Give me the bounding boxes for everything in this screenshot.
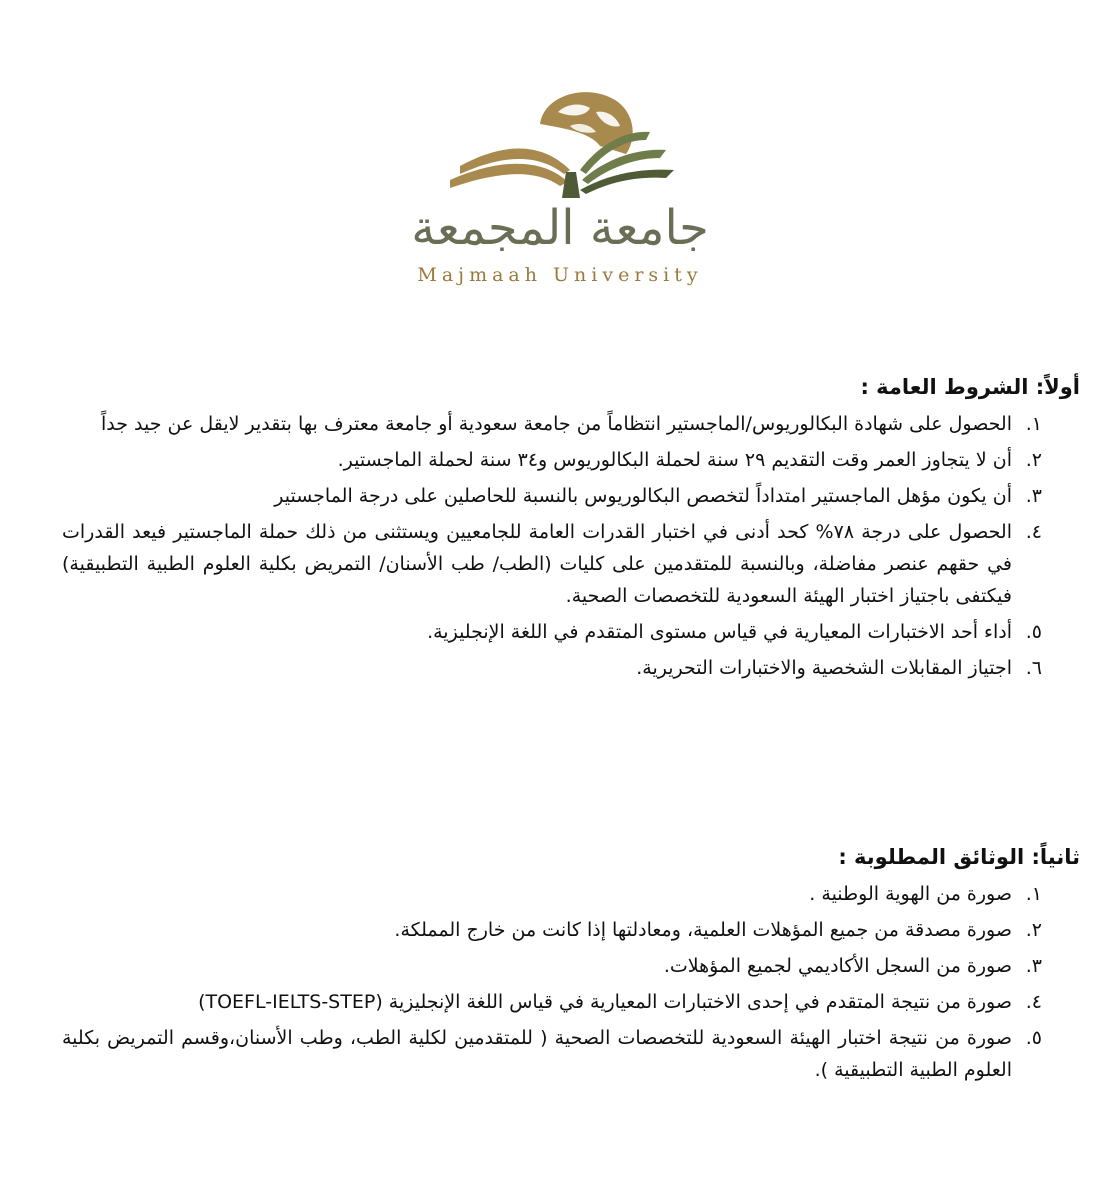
item-text: الحصول على شهادة البكالوريوس/الماجستير انتظاماً من جامعة سعودية أو جامعة معترف بها بتقدير لايقل عن جيد جداً	[101, 413, 1012, 435]
item-number: ١.	[1025, 413, 1042, 435]
item-text: الحصول على درجة ٧٨% كحد أدنى في اختبار القدرات العامة للجامعيين ويستثنى من ذلك حملة الماجستير فيعد القدرات في حقهم عنصر مفاضلة، وبالنسبة للمتقدمين على كليات (الطب/ طب الأسنان/ التمريض بكلية العلوم الطبية التطبيقية) فيكتفى باجتياز اختبار الهيئة السعودية للتخصصات الصحية.	[62, 521, 1012, 607]
conditions-list	[62, 408, 1042, 684]
item-number: ٤.	[1025, 521, 1042, 543]
list-item	[62, 652, 1042, 684]
item-number: ٥.	[1025, 1027, 1042, 1049]
university-logo	[360, 82, 760, 297]
item-text: صورة من الهوية الوطنية .	[809, 883, 1012, 905]
item-number: ٣.	[1025, 485, 1042, 507]
section-heading: أولاً: الشروط العامة :	[860, 375, 1080, 399]
item-text: صورة من نتيجة اختبار الهيئة السعودية للتخصصات الصحية ( للمتقدمين لكلية الطب، وطب الأسنان،وقسم التمريض بكلية العلوم الطبية التطبيقية ).	[62, 1027, 1012, 1081]
item-text: اجتياز المقابلات الشخصية والاختبارات التحريرية.	[636, 657, 1012, 679]
item-number: ١.	[1025, 883, 1042, 905]
item-text: أن يكون مؤهل الماجستير امتداداً لتخصص البكالوريوس بالنسبة للحاصلين على درجة الماجستير	[274, 485, 1012, 507]
item-text: صورة من نتيجة المتقدم في إحدى الاختبارات المعيارية في قياس اللغة الإنجليزية (TOEFL-IELTS-STEP)	[198, 991, 1012, 1013]
item-text: أداء أحد الاختبارات المعيارية في قياس مستوى المتقدم في اللغة الإنجليزية.	[427, 621, 1012, 643]
list-item	[62, 986, 1042, 1018]
general-conditions-section	[62, 370, 1080, 688]
item-number: ٥.	[1025, 621, 1042, 643]
university-name-arabic: جامعة المجمعة	[411, 200, 709, 256]
item-text: صورة مصدقة من جميع المؤهلات العلمية، ومعادلتها إذا كانت من خارج المملكة.	[394, 919, 1012, 941]
item-number: ٢.	[1025, 919, 1042, 941]
list-item	[62, 1022, 1042, 1086]
item-number: ٤.	[1025, 991, 1042, 1013]
item-number: ٦.	[1025, 657, 1042, 679]
section-heading: ثانياً: الوثائق المطلوبة :	[838, 845, 1080, 869]
open-book-globe-icon	[440, 82, 680, 200]
required-documents-section	[62, 840, 1080, 1090]
university-name-english: Majmaah University	[417, 264, 703, 286]
item-number: ٣.	[1025, 955, 1042, 977]
list-item	[62, 878, 1042, 910]
item-text: صورة من السجل الأكاديمي لجميع المؤهلات.	[663, 955, 1012, 977]
list-item	[62, 408, 1042, 440]
list-item	[62, 914, 1042, 946]
documents-list	[62, 878, 1042, 1086]
list-item	[62, 480, 1042, 512]
list-item	[62, 516, 1042, 612]
list-item	[62, 950, 1042, 982]
item-number: ٢.	[1025, 449, 1042, 471]
list-item	[62, 616, 1042, 648]
item-text: أن لا يتجاوز العمر وقت التقديم ٢٩ سنة لحملة البكالوريوس و٣٤ سنة لحملة الماجستير.	[337, 449, 1012, 471]
list-item	[62, 444, 1042, 476]
